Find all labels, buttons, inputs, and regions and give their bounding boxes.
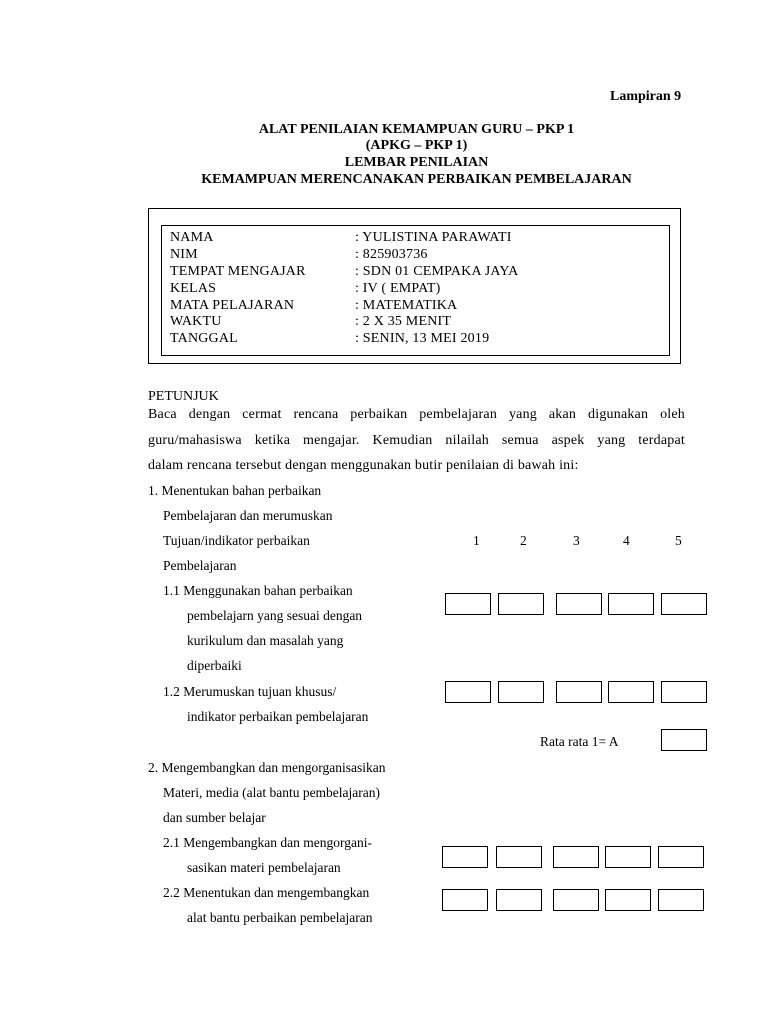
item-1-1-line-2: pembelajarn yang sesuai dengan (187, 608, 363, 623)
info-row-date (170, 331, 660, 348)
section2-line-1: 2. Mengembangkan dan mengorganisasikan (148, 760, 386, 775)
item-2-2-line-1: 2.2 Menentukan dan mengembangkan (163, 885, 370, 900)
section1-line-3: Tujuan/indikator perbaikan (163, 533, 310, 548)
instructions-line-1: Baca dengan cermat rencana perbaikan pembelajaran yang akan digunakan oleh (148, 407, 685, 422)
info-row-subject (170, 298, 660, 315)
info-value: : SDN 01 CEMPAKA JAYA (355, 264, 519, 279)
score-box-1-1-1[interactable] (445, 593, 491, 615)
info-value: : YULISTINA PARAWATI (355, 230, 512, 245)
info-label: TANGGAL (170, 331, 238, 346)
item-2-1-line-1: 2.1 Mengembangkan dan mengorgani- (163, 835, 372, 850)
title-line-1: ALAT PENILAIAN KEMAMPUAN GURU – PKP 1 (258, 122, 575, 137)
average-label: Rata rata 1= A (540, 734, 619, 749)
item-2-2-line-2: alat bantu perbaikan pembelajaran (187, 910, 373, 925)
score-box-1-1-5[interactable] (661, 593, 707, 615)
info-value: : 2 X 35 MENIT (355, 314, 452, 329)
score-box-1-2-1[interactable] (445, 681, 491, 703)
scale-3: 3 (573, 533, 580, 548)
item-1-2-line-1: 1.2 Merumuskan tujuan khusus/ (163, 684, 337, 699)
info-label: WAKTU (170, 314, 222, 329)
title-line-4: KEMAMPUAN MERENCANAKAN PERBAIKAN PEMBELAJARAN (201, 172, 632, 187)
score-box-2-1-3[interactable] (553, 846, 599, 868)
info-row-school (170, 264, 660, 281)
item-2-1-line-2: sasikan materi pembelajaran (187, 860, 341, 875)
info-label: KELAS (170, 281, 217, 296)
info-row-time (170, 314, 660, 331)
score-box-1-2-2[interactable] (498, 681, 544, 703)
score-box-1-2-4[interactable] (608, 681, 654, 703)
instructions-line-3: dalam rencana tersebut dengan menggunakan butir penilaian di bawah ini: (148, 458, 579, 473)
item-1-1-line-3: kurikulum dan masalah yang (187, 633, 344, 648)
score-box-1-1-2[interactable] (498, 593, 544, 615)
section1-line-1: 1. Menentukan bahan perbaikan (148, 483, 322, 498)
info-label: NAMA (170, 230, 214, 245)
score-box-2-1-4[interactable] (605, 846, 651, 868)
item-1-1-line-1: 1.1 Menggunakan bahan perbaikan (163, 583, 353, 598)
score-box-2-2-2[interactable] (496, 889, 542, 911)
info-value: : IV ( EMPAT) (355, 281, 441, 296)
attachment-label: Lampiran 9 (610, 89, 682, 104)
score-box-1-2-3[interactable] (556, 681, 602, 703)
score-box-1-2-5[interactable] (661, 681, 707, 703)
info-value: : MATEMATIKA (355, 298, 458, 313)
scale-5: 5 (675, 533, 682, 548)
scale-2: 2 (520, 533, 527, 548)
score-box-2-1-1[interactable] (442, 846, 488, 868)
info-label: MATA PELAJARAN (170, 298, 295, 313)
title-line-3: LEMBAR PENILAIAN (344, 155, 489, 170)
average-box[interactable] (661, 729, 707, 751)
section1-line-2: Pembelajaran dan merumuskan (163, 508, 333, 523)
title-line-2: (APKG – PKP 1) (365, 138, 468, 153)
item-1-1-line-4: diperbaiki (187, 658, 242, 673)
section2-line-2: Materi, media (alat bantu pembelajaran) (163, 785, 381, 800)
score-box-2-2-3[interactable] (553, 889, 599, 911)
info-label: NIM (170, 247, 198, 262)
info-value: : 825903736 (355, 247, 428, 262)
score-box-1-1-3[interactable] (556, 593, 602, 615)
info-label: TEMPAT MENGAJAR (170, 264, 306, 279)
instructions-line-2: guru/mahasiswa ketika mengajar. Kemudian nilailah semua aspek yang terdapat (148, 433, 685, 448)
item-1-2-line-2: indikator perbaikan pembelajaran (187, 709, 369, 724)
info-row-nim (170, 247, 660, 264)
score-box-1-1-4[interactable] (608, 593, 654, 615)
info-row-class (170, 281, 660, 298)
section1-line-4: Pembelajaran (163, 558, 237, 573)
scale-1: 1 (473, 533, 480, 548)
section2-line-3: dan sumber belajar (163, 810, 266, 825)
score-box-2-2-1[interactable] (442, 889, 488, 911)
scale-4: 4 (623, 533, 630, 548)
instructions-heading: PETUNJUK (148, 389, 219, 404)
info-row-name (170, 230, 660, 247)
score-box-2-2-4[interactable] (605, 889, 651, 911)
score-box-2-1-5[interactable] (658, 846, 704, 868)
score-box-2-2-5[interactable] (658, 889, 704, 911)
score-box-2-1-2[interactable] (496, 846, 542, 868)
info-value: : SENIN, 13 MEI 2019 (355, 331, 490, 346)
